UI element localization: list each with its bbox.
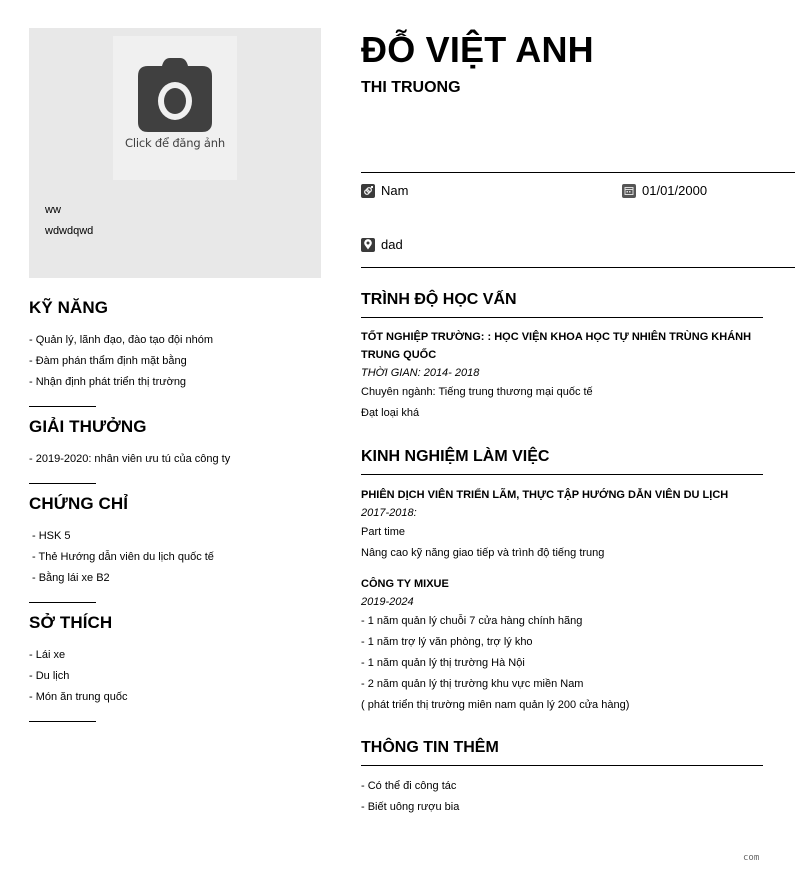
additional-title: THÔNG TIN THÊM bbox=[361, 738, 763, 766]
gender-info bbox=[361, 183, 408, 198]
additional-section bbox=[361, 738, 763, 818]
profile-line-2: wdwdqwd bbox=[45, 225, 94, 237]
job-detail: ( phát triển thị trường miên nam quản lý 200 cửa hàng) bbox=[361, 699, 630, 711]
education-school: TỐT NGHIỆP TRƯỜNG: : HỌC VIỆN KHOA HỌC TỰ NHIÊN TRÙNG KHÁNH TRUNG QUỐC bbox=[361, 331, 752, 361]
education-section bbox=[361, 290, 763, 424]
footer-text: com bbox=[743, 853, 760, 863]
info-divider-bottom bbox=[361, 267, 795, 268]
education-title: TRÌNH ĐỘ HỌC VẤN bbox=[361, 290, 763, 318]
education-period: THỜI GIAN: 2014- 2018 bbox=[361, 367, 480, 379]
section-divider bbox=[29, 406, 96, 407]
job-position: PHIÊN DỊCH VIÊN TRIỂN LÃM, THỰC TẬP HƯỚNG DẪN VIÊN DU LỊCH bbox=[361, 489, 729, 501]
skill-item: - Đàm phán thẩm định mặt bằng bbox=[29, 355, 187, 367]
job-detail: - 1 năm quản lý thị trường Hà Nội bbox=[361, 657, 525, 669]
skills-section bbox=[29, 298, 321, 407]
hobby-item: - Món ăn trung quốc bbox=[29, 691, 128, 703]
birthday-info bbox=[622, 183, 707, 198]
experience-section bbox=[361, 447, 763, 716]
birthday-value: 01/01/2000 bbox=[642, 183, 708, 198]
experience-title: KINH NGHIỆM LÀM VIỆC bbox=[361, 447, 763, 475]
hobby-item: - Lái xe bbox=[29, 649, 66, 661]
hobbies-title: SỞ THÍCH bbox=[29, 613, 113, 632]
address-info bbox=[361, 237, 403, 252]
info-divider-top bbox=[361, 172, 795, 173]
skill-item: - Nhận định phát triển thị trường bbox=[29, 376, 187, 388]
awards-title: GIẢI THƯỞNG bbox=[29, 417, 147, 436]
job-detail: Part time bbox=[361, 526, 406, 538]
gender-value: Nam bbox=[381, 183, 409, 198]
additional-item: - Biết uông rượu bia bbox=[361, 801, 460, 813]
certificate-item: - HSK 5 bbox=[32, 530, 71, 542]
job-period: 2019-2024 bbox=[361, 596, 414, 608]
hobby-item: - Du lịch bbox=[29, 670, 70, 682]
hobbies-section bbox=[29, 613, 321, 722]
profile-box bbox=[29, 28, 321, 278]
left-column bbox=[29, 28, 321, 722]
section-divider bbox=[29, 721, 96, 722]
job-detail: - 2 năm quản lý thị trường khu vực miền Nam bbox=[361, 678, 584, 690]
photo-caption: Click để đăng ảnh bbox=[125, 136, 225, 150]
job-detail: - 1 năm quản lý chuỗi 7 cửa hàng chính hãng bbox=[361, 615, 583, 627]
awards-section bbox=[29, 417, 321, 484]
certificate-item: - Thẻ Hướng dẫn viên du lịch quốc tế bbox=[32, 551, 214, 563]
job-position: CÔNG TY MIXUE bbox=[361, 578, 449, 590]
section-divider bbox=[29, 602, 96, 603]
gender-icon bbox=[361, 184, 375, 198]
full-name: ĐỖ VIỆT ANH bbox=[361, 29, 594, 70]
section-divider bbox=[29, 483, 96, 484]
award-item: - 2019-2020: nhân viên ưu tú của công ty bbox=[29, 453, 231, 465]
certificates-title: CHỨNG CHỈ bbox=[29, 494, 129, 513]
job-period: 2017-2018: bbox=[361, 507, 417, 519]
job-detail: Nâng cao kỹ năng giao tiếp và trình độ tiếng trung bbox=[361, 547, 605, 559]
additional-item: - Có thể đi công tác bbox=[361, 780, 457, 792]
photo-upload[interactable] bbox=[113, 36, 237, 180]
address-value: dad bbox=[381, 237, 403, 252]
skills-title: KỸ NĂNG bbox=[29, 298, 109, 317]
certificate-item: - Bằng lái xe B2 bbox=[32, 572, 110, 584]
certificates-section bbox=[29, 494, 321, 603]
job-detail: - 1 năm trợ lý văn phòng, trợ lý kho bbox=[361, 636, 533, 648]
calendar-icon bbox=[622, 184, 636, 198]
profile-line-1: ww bbox=[45, 204, 61, 216]
education-major: Chuyên ngành: Tiếng trung thương mại quốc tế bbox=[361, 386, 593, 398]
location-pin-icon bbox=[361, 238, 375, 252]
job-title: THI TRUONG bbox=[361, 79, 461, 96]
camera-icon bbox=[138, 58, 212, 132]
education-grade: Đạt loại khá bbox=[361, 407, 420, 419]
skill-item: - Quản lý, lãnh đạo, đào tạo đội nhóm bbox=[29, 334, 214, 346]
